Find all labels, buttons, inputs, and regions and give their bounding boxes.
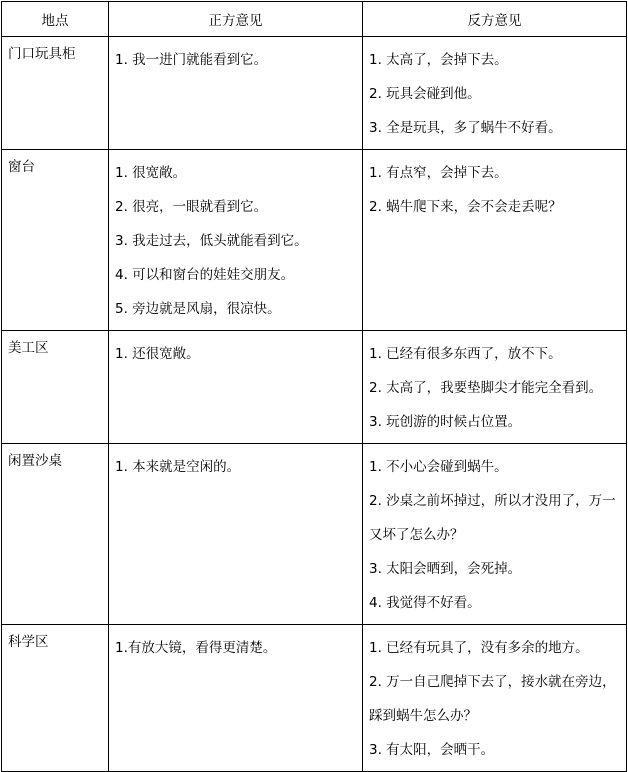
list-item: 2. 玩具会碰到他。 — [369, 86, 481, 102]
list-item: 5. 旁边就是风扇，很凉快。 — [115, 301, 281, 317]
location-cell — [2, 150, 109, 331]
con-cell — [363, 444, 627, 625]
location-cell — [2, 37, 109, 150]
list-item: 1. 我一进门就能看到它。 — [115, 52, 268, 68]
table-row — [2, 150, 627, 331]
con-list — [363, 150, 626, 228]
pro-list — [109, 37, 362, 81]
pro-cell — [109, 625, 363, 772]
con-list — [363, 625, 626, 771]
con-list — [363, 444, 626, 624]
location-label: 门口玩具柜 — [8, 46, 76, 62]
location-label: 闲置沙桌 — [8, 453, 62, 469]
list-item: 1. 有点窄，会掉下去。 — [369, 165, 508, 181]
header-pro: 正方意见 — [109, 2, 363, 37]
pro-cell — [109, 331, 363, 444]
table-row — [2, 625, 627, 772]
list-item: 1. 本来就是空闲的。 — [115, 459, 241, 475]
list-item: 3. 有太阳，会晒干。 — [369, 742, 495, 758]
list-item: 2. 万一自己爬掉下去了，接水就在旁边，踩到蜗牛怎么办？ — [369, 674, 616, 724]
header-location: 地点 — [2, 2, 109, 37]
con-cell — [363, 625, 627, 772]
header-row — [2, 2, 627, 37]
location-label: 科学区 — [8, 634, 49, 650]
list-item: 3. 全是玩具，多了蜗牛不好看。 — [369, 120, 562, 136]
list-item: 4. 我觉得不好看。 — [369, 595, 481, 611]
list-item: 3. 太阳会晒到，会死掉。 — [369, 561, 522, 577]
list-item: 1. 已经有玩具了，没有多余的地方。 — [369, 640, 589, 656]
con-cell — [363, 37, 627, 150]
table-row — [2, 444, 627, 625]
list-item: 4. 可以和窗台的娃娃交朋友。 — [115, 267, 295, 283]
list-item: 3. 玩创游的时候占位置。 — [369, 414, 522, 430]
con-list — [363, 37, 626, 149]
opinion-table — [1, 1, 627, 772]
pro-cell — [109, 37, 363, 150]
pro-list — [109, 444, 362, 488]
list-item: 2. 很亮，一眼就看到它。 — [115, 199, 268, 215]
list-item: 1. 很宽敞。 — [115, 165, 187, 181]
list-item: 2. 蜗牛爬下来，会不会走丢呢？ — [369, 199, 562, 215]
list-item: 1. 已经有很多东西了，放不下。 — [369, 346, 562, 362]
con-list — [363, 331, 626, 443]
list-item: 2. 太高了，我要垫脚尖才能完全看到。 — [369, 380, 603, 396]
list-item: 3. 我走过去，低头就能看到它。 — [115, 233, 308, 249]
location-label: 窗台 — [8, 159, 35, 175]
pro-list — [109, 331, 362, 375]
pro-cell — [109, 444, 363, 625]
table-row — [2, 331, 627, 444]
header-con: 反方意见 — [363, 2, 627, 37]
list-item: 1. 不小心会碰到蜗牛。 — [369, 459, 508, 475]
pro-list — [109, 625, 362, 669]
location-cell — [2, 444, 109, 625]
con-cell — [363, 150, 627, 331]
location-cell — [2, 331, 109, 444]
list-item: 1.有放大镜，看得更清楚。 — [115, 640, 277, 656]
list-item: 2. 沙桌之前坏掉过，所以才没用了，万一又坏了怎么办？ — [369, 493, 616, 543]
list-item: 1. 还很宽敞。 — [115, 346, 200, 362]
list-item: 1. 太高了，会掉下去。 — [369, 52, 508, 68]
pro-cell — [109, 150, 363, 331]
table-row — [2, 37, 627, 150]
con-cell — [363, 331, 627, 444]
location-cell — [2, 625, 109, 772]
location-label: 美工区 — [8, 340, 49, 356]
pro-list — [109, 150, 362, 330]
